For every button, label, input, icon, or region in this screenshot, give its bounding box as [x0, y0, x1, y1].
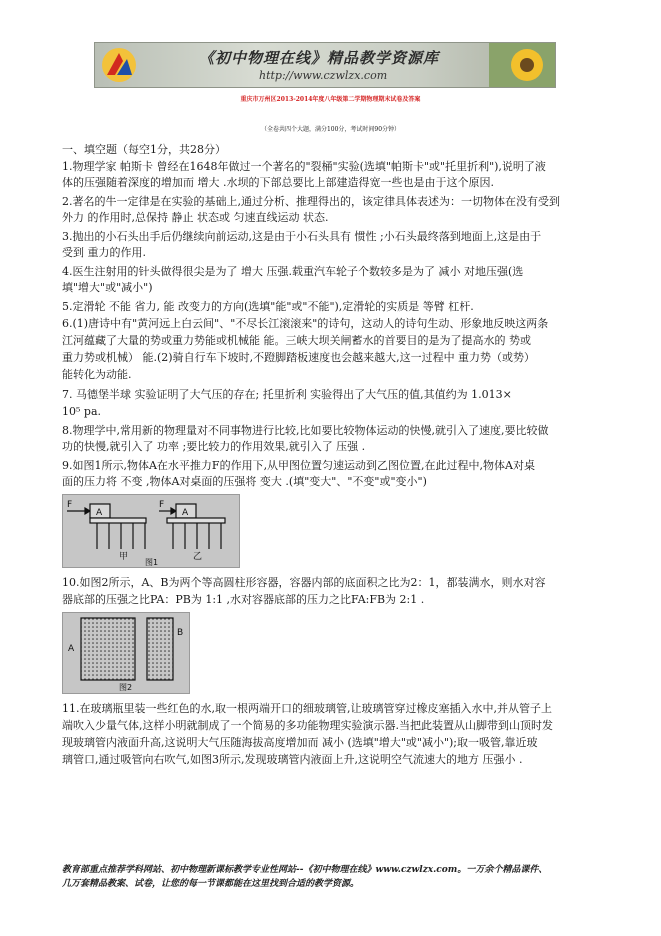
text-line: 1.物理学家 帕斯卡 曾经在1648年做过一个著名的"裂桶"实验(选填"帕斯卡"或"托里折利"),说明了液 [62, 160, 546, 173]
text-line: 面的压力将 不变 ,物体A对桌面的压强将 变大 .(填"变大"、"不变"或"变小") [62, 475, 427, 488]
text-line: 5.定滑轮 不能 省力, 能 改变力的方向(选填"能"或"不能"),定滑轮的实质是 等臂 杠杆. [62, 300, 474, 313]
footer-line: 教育部重点推荐学科网站、初中物理新课标教学专业性网站--《初中物理在线》www.czwlzx.com。一万余个精品课件、 [62, 865, 548, 875]
figure-1 [62, 494, 240, 568]
figure-2 [62, 612, 190, 694]
text-line: 体的压强随着深度的增加而 增大 .水坝的下部总要比上部建造得宽一些也是由于这个原因. [62, 176, 494, 189]
text-line: 6.(1)唐诗中有"黄河远上白云间"、"不尽长江滚滚来"的诗句，这动人的诗句生动、形象地反映这两条 [62, 317, 549, 330]
section-heading: 一、填空题（每空1分，共28分） [62, 143, 226, 156]
text-line: 现玻璃管内液面升高,这说明大气压随海拔高度增加而 减小 (选填"增大"或"减小");取一吸管,靠近玻 [62, 736, 538, 749]
header-banner [94, 42, 556, 88]
text-line: 11.在玻璃瓶里装一些红色的水,取一根两端开口的细玻璃管,让玻璃管穿过橡皮塞插入水中,并从管子上 [62, 702, 552, 715]
figure-caption: 图1 [145, 558, 159, 567]
footer-line: 几万套精品教案、试卷，让您的每一节课都能在这里找到合适的教学资源。 [62, 879, 360, 889]
text-line: 端吹入少量气体,这样小明就制成了一个简易的多功能物理实验演示器.当把此装置从山脚带到山顶时发 [62, 719, 553, 732]
text-line: 外力 的作用时,总保持 静止 状态或 匀速直线运动 状态. [62, 211, 329, 224]
figure-label: F [159, 500, 165, 510]
text-line: 璃管口,通过吸管向右吹气,如图3所示,发现玻璃管内液面上升,这说明空气流速大的地方 压强小 . [62, 753, 523, 766]
text-line: 重力势或机械） 能.(2)骑自行车下坡时,不蹬脚踏板速度也会越来越大,这一过程中 重力势（或势） [62, 351, 536, 364]
text-line: 7. 马德堡半球 实验证明了大气压的存在; 托里折利 实验得出了大气压的值,其值约为 1.013× [62, 388, 512, 401]
text-line: 器底部的压强之比PA：PB为 1:1 ,水对容器底部的压力之比FA:FB为 2:1 . [62, 593, 425, 606]
text-line: 能转化为动能. [62, 368, 132, 381]
text-line: 江河蕴藏了大量的势或重力势能或机械能 能。三峡大坝关闸蓄水的首要目的是为了提高水的 势或 [62, 334, 531, 347]
text-line: 8.物理学中,常用新的物理量对不同事物进行比较,比如要比较物体运动的快慢,就引入了速度,要比较做 [62, 424, 549, 437]
sunflower-icon [489, 43, 555, 87]
text-line: 2.著名的牛一定律是在实验的基础上,通过分析、推理得出的，该定律具体表述为：一切物体在没有受到 [62, 195, 560, 208]
figure-label: F [67, 500, 73, 510]
page-title: 重庆市万州区2013-2014年度八年级第二学期物理期末试卷及答案 [240, 96, 421, 103]
figure-label: A [96, 508, 103, 518]
text-line: 3.抛出的小石头出手后仍继续向前运动,这是由于小石头具有 惯性 ;小石头最终落到地面上,这是由于 [62, 230, 542, 243]
text-line: 4.医生注射用的针头做得很尖是为了 增大 压强.载重汽车轮子个数较多是为了 减小 对地压强(选 [62, 265, 524, 278]
figure-label: A [68, 644, 75, 654]
page-subtitle: （全卷共四个大题，满分100分，考试时间90分钟） [260, 126, 401, 133]
figure-label: 甲 [119, 552, 129, 562]
text-line: 功的快慢,就引入了 功率 ;要比较力的作用效果,就引入了 压强 . [62, 440, 366, 453]
figure-label: A [182, 508, 189, 518]
figure-label: B [177, 628, 184, 638]
text-line: 10.如图2所示，A、B为两个等高圆柱形容器，容器内部的底面积之比为2：1，都装满水，则水对容 [62, 576, 546, 589]
text-line: 10⁵ pa. [62, 405, 101, 418]
text-line: 受到 重力的作用. [62, 246, 146, 259]
figure-label: 乙 [193, 552, 203, 562]
banner-url[interactable]: http://www.czwlzx.com [259, 69, 388, 82]
figure-caption: 图2 [119, 683, 133, 692]
site-logo-icon [99, 45, 139, 85]
banner-title: 《初中物理在线》精品教学资源库 [199, 49, 440, 67]
text-line: 9.如图1所示,物体A在水平推力F的作用下,从甲图位置匀速运动到乙图位置,在此过程中,物体A对桌 [62, 459, 535, 472]
text-line: 填"增大"或"减小") [62, 281, 153, 294]
